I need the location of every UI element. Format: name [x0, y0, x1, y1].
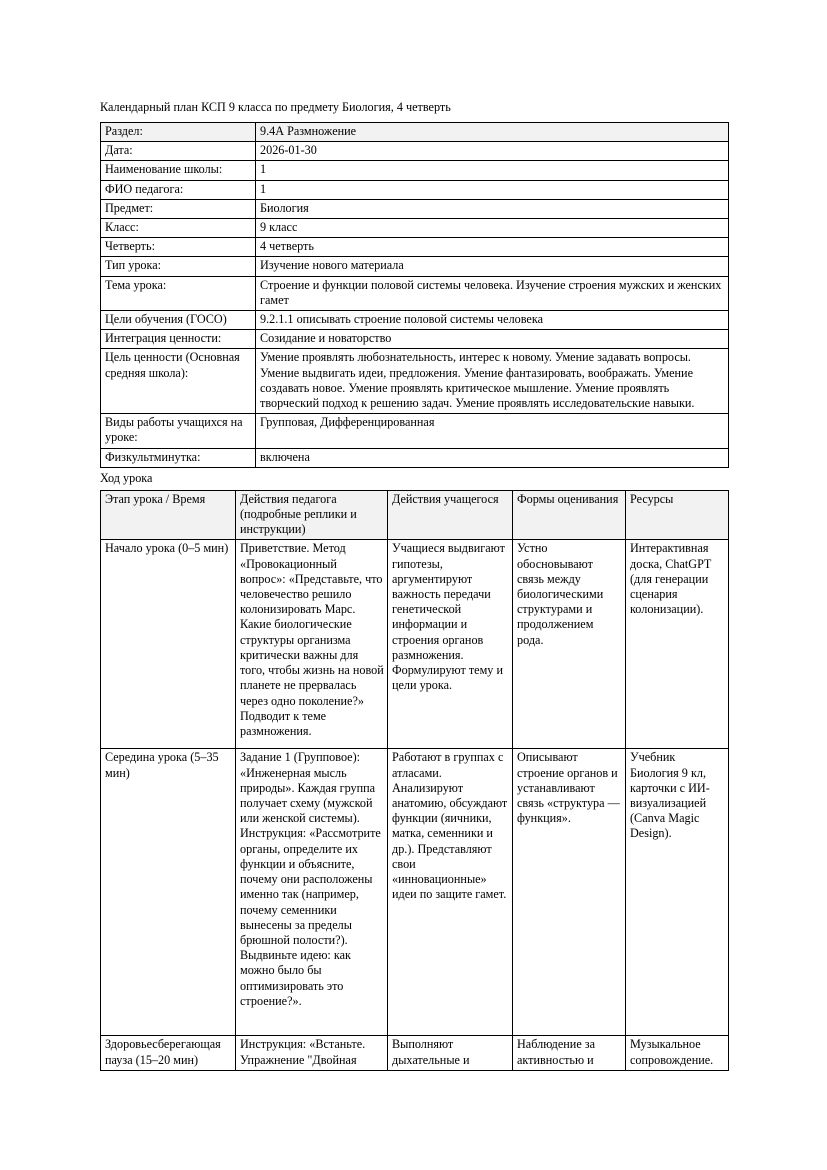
info-row-value: 1: [256, 180, 729, 199]
student-actions-cell: Учащиеся выдвигают гипотезы, аргументируют важность передачи генетической информации и строения органов размножения. Формулируют тему и цели урока.: [388, 540, 513, 749]
info-row: [101, 257, 729, 276]
info-row-value: Умение проявлять любознательность, интерес к новому. Умение задавать вопросы. Умение выдвигать идеи, предложения. Умение фантазировать, воображать. Умение создавать новое. Умение проявлять критическое мышление. Умение проявлять творческий подход к решению задач. Умение проявлять исследовательские навыки.: [256, 349, 729, 414]
info-row-label: ФИО педагога:: [101, 180, 256, 199]
info-row-label: Тема урока:: [101, 276, 256, 310]
student-actions-cell: Выполняют дыхательные и: [388, 1036, 513, 1070]
info-row-label: Четверть:: [101, 238, 256, 257]
table-row: [101, 540, 729, 749]
info-row-label: Тип урока:: [101, 257, 256, 276]
info-row-label: Предмет:: [101, 199, 256, 218]
info-row: [101, 349, 729, 414]
info-row: [101, 330, 729, 349]
info-row-value: Биология: [256, 199, 729, 218]
info-row-value: 9.2.1.1 описывать строение половой системы человека: [256, 311, 729, 330]
resources-cell: Музыкальное сопровождение.: [626, 1036, 729, 1070]
table-row: [101, 749, 729, 1036]
lesson-flow-head: [101, 490, 729, 540]
teacher-actions-cell: Приветствие. Метод «Провокационный вопрос»: «Представьте, что человечество решило колонизировать Марс. Какие биологические структуры организма критически важны для того, чтобы жизнь на новой планете не прервалась через одно поколение?» Подводит к теме размножения.: [236, 540, 388, 749]
info-row-label: Дата:: [101, 142, 256, 161]
info-row-value: 9.4А Размножение: [256, 123, 729, 142]
lesson-info-table: [100, 122, 729, 468]
info-row: [101, 414, 729, 448]
stage-cell: Здоровьесберегающая пауза (15–20 мин): [101, 1036, 236, 1070]
info-row-value: Изучение нового материала: [256, 257, 729, 276]
column-header: Действия учащегося: [388, 490, 513, 540]
stage-cell: Начало урока (0–5 мин): [101, 540, 236, 749]
column-header: Формы оценивания: [513, 490, 626, 540]
column-header: Действия педагога (подробные реплики и инструкции): [236, 490, 388, 540]
lesson-flow-label: Ход урока: [100, 470, 153, 485]
lesson-info-body: [101, 123, 729, 468]
info-row: [101, 448, 729, 467]
info-row-value: Созидание и новаторство: [256, 330, 729, 349]
info-row-label: Раздел:: [101, 123, 256, 142]
column-header: Ресурсы: [626, 490, 729, 540]
info-row-label: Класс:: [101, 219, 256, 238]
column-header: Этап урока / Время: [101, 490, 236, 540]
lesson-flow-table: [100, 490, 729, 1071]
assessment-cell: Описывают строение органов и устанавливают связь «структура — функция».: [513, 749, 626, 1036]
teacher-actions-cell: Инструкция: «Встаньте. Упражнение "Двойная: [236, 1036, 388, 1070]
info-row-value: Строение и функции половой системы человека. Изучение строения мужских и женских гамет: [256, 276, 729, 310]
info-row: [101, 123, 729, 142]
info-row-value: 2026-01-30: [256, 142, 729, 161]
lesson-flow-body: [101, 540, 729, 1070]
info-row: [101, 219, 729, 238]
info-row-label: Наименование школы:: [101, 161, 256, 180]
stage-cell: Середина урока (5–35 мин): [101, 749, 236, 1036]
info-row: [101, 238, 729, 257]
student-actions-cell: Работают в группах с атласами. Анализируют анатомию, обсуждают функции (яичники, матка, семенники и др.). Представляют свои «инновационные» идеи по защите гамет.: [388, 749, 513, 1036]
info-row-label: Интеграция ценности:: [101, 330, 256, 349]
info-row-value: Групповая, Дифференцированная: [256, 414, 729, 448]
info-row-value: 9 класс: [256, 219, 729, 238]
lesson-flow-header-row: [101, 490, 729, 540]
resources-cell: Учебник Биология 9 кл, карточки с ИИ-визуализацией (Canva Magic Design).: [626, 749, 729, 1036]
info-row-value: 1: [256, 161, 729, 180]
info-row: [101, 180, 729, 199]
assessment-cell: Устно обосновывают связь между биологическими структурами и продолжением рода.: [513, 540, 626, 749]
info-row: [101, 199, 729, 218]
info-row-label: Цели обучения (ГОСО): [101, 311, 256, 330]
resources-cell: Интерактивная доска, ChatGPT (для генерации сценария колонизации).: [626, 540, 729, 749]
teacher-actions-cell: Задание 1 (Групповое): «Инженерная мысль природы». Каждая группа получает схему (мужской или женской системы). Инструкция: «Рассмотрите органы, определите их функции и объясните, почему они расположены именно так (например, почему семенники вынесены за пределы брюшной полости?). Выдвиньте идею: как можно было бы оптимизировать это строение?».: [236, 749, 388, 1036]
info-row: [101, 142, 729, 161]
info-row-label: Цель ценности (Основная средняя школа):: [101, 349, 256, 414]
assessment-cell: Наблюдение за активностью и: [513, 1036, 626, 1070]
info-row: [101, 161, 729, 180]
info-row-value: включена: [256, 448, 729, 467]
info-row: [101, 311, 729, 330]
lesson-flow-clip: [100, 490, 729, 1073]
info-row-label: Виды работы учащихся на уроке:: [101, 414, 256, 448]
page-title: Календарный план КСП 9 класса по предмету Биология, 4 четверть: [100, 100, 451, 114]
info-row-label: Физкультминутка:: [101, 448, 256, 467]
table-row: [101, 1036, 729, 1070]
info-row: [101, 276, 729, 310]
info-row-value: 4 четверть: [256, 238, 729, 257]
